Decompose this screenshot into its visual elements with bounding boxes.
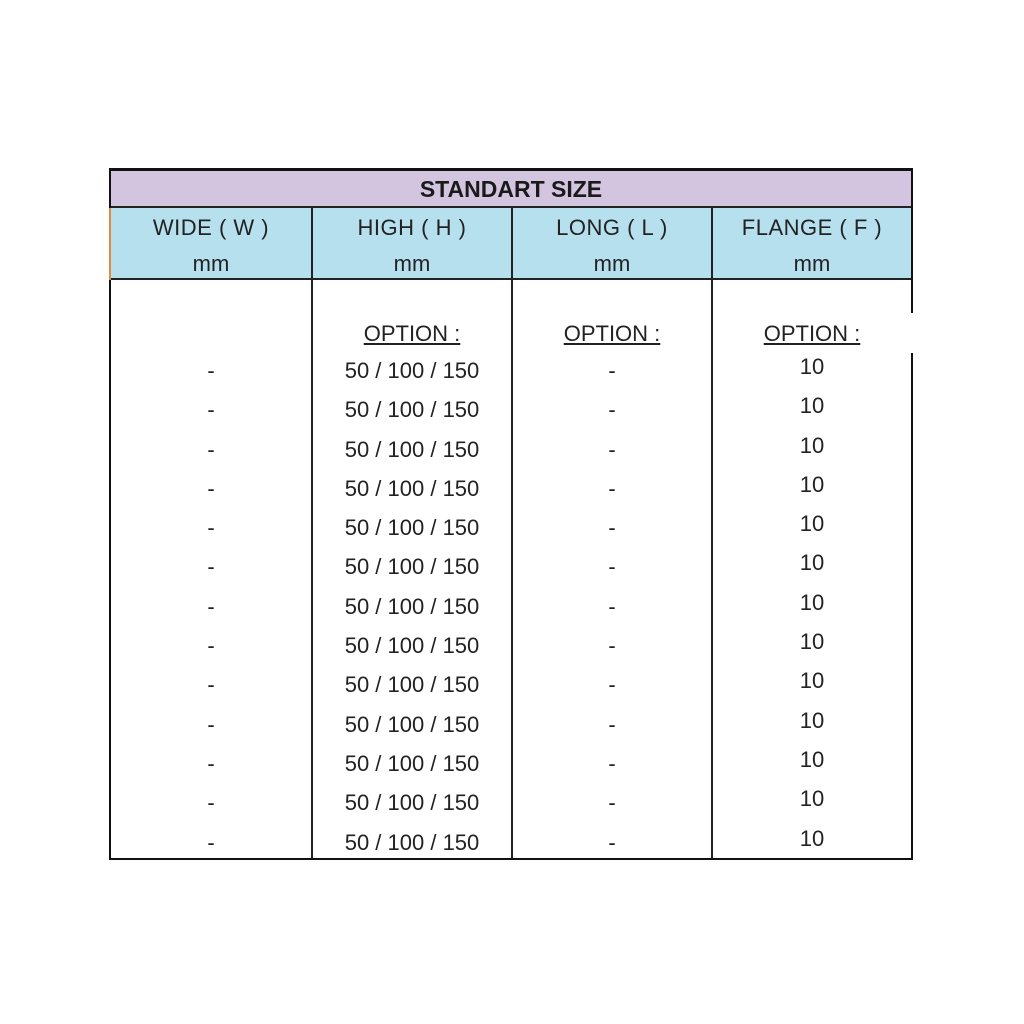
header-wide-unit: mm [192,251,230,276]
table-cell-high: 50 / 100 / 150 [344,515,480,541]
column-high-values [313,357,511,868]
table-cell-high: 50 / 100 / 150 [344,397,480,423]
header-wide-name: WIDE ( W ) [152,215,270,240]
table-cell-flange: 10 [799,589,825,615]
table-cell-wide: - [207,790,215,816]
column-wide-values [111,357,311,868]
table-cell-flange: 10 [799,786,825,812]
table-cell-long: - [608,633,616,659]
table-cell-high: 50 / 100 / 150 [344,633,480,659]
table-cell-flange: 10 [799,550,825,576]
table-cell-high: 50 / 100 / 150 [344,711,480,737]
table-cell-wide: - [207,554,215,580]
table-cell-long: - [608,515,616,541]
table-cell-long: - [608,397,616,423]
table-cell-flange: 10 [799,511,825,537]
table-cell-high: 50 / 100 / 150 [344,554,480,580]
table-cell-wide: - [207,358,215,383]
header-long-name: LONG ( L ) [556,215,668,240]
header-high-unit: mm [393,251,431,276]
table-cell-high: 50 / 100 / 150 [344,829,480,855]
table-cell-long: - [608,593,616,619]
table-cell-flange: 10 [799,393,825,419]
header-high [313,208,511,280]
table-cell-wide: - [207,436,215,462]
table-cell-long: - [608,711,616,737]
table-cell-flange: 10 [799,707,825,733]
table-cell-wide: - [207,711,215,737]
table-cell-long: - [608,750,616,776]
option-label-flange: OPTION : [763,321,861,346]
table-cell-high: 50 / 100 / 150 [344,790,480,816]
table-cell-wide: - [207,593,215,619]
header-flange-unit: mm [793,251,831,276]
table-cell-long: - [608,475,616,501]
table-cell-long: - [608,829,616,855]
table-cell-high: 50 / 100 / 150 [344,475,480,501]
table-cell-flange: 10 [799,629,825,655]
table-cell-flange: 10 [799,825,825,851]
column-flange-values [713,353,911,864]
header-wide [111,208,311,280]
header-flange [713,208,911,280]
header-long-unit: mm [593,251,631,276]
table-cell-long: - [608,672,616,698]
table-cell-long: - [608,790,616,816]
table-cell-flange: 10 [799,471,825,497]
table-cell-high: 50 / 100 / 150 [344,672,480,698]
table-cell-high: 50 / 100 / 150 [344,593,480,619]
table-cell-high: 50 / 100 / 150 [344,436,480,462]
table-cell-wide: - [207,829,215,855]
table-cell-wide: - [207,672,215,698]
table-cell-long: - [608,554,616,580]
option-label-high: OPTION : [363,321,461,346]
option-label-long: OPTION : [563,321,661,346]
header-left-accent [109,208,111,280]
table-cell-wide: - [207,633,215,659]
table-body [111,280,911,858]
table-cell-high: 50 / 100 / 150 [344,750,480,776]
table-cell-flange: 10 [799,746,825,772]
table-cell-wide: - [207,397,215,423]
column-long-values [513,357,711,868]
border-gap [909,313,913,353]
table-cell-wide: - [207,515,215,541]
header-long [513,208,711,280]
table-cell-long: - [608,436,616,462]
header-flange-name: FLANGE ( F ) [741,215,883,240]
table-cell-wide: - [207,750,215,776]
header-high-name: HIGH ( H ) [357,215,467,240]
table-cell-flange: 10 [799,432,825,458]
table-cell-wide: - [207,475,215,501]
table-cell-flange: 10 [799,354,825,379]
table-cell-high: 50 / 100 / 150 [344,358,480,383]
table-cell-flange: 10 [799,668,825,694]
table-title: STANDART SIZE [111,171,911,208]
standard-size-table [109,168,913,860]
table-cell-long: - [608,358,616,383]
